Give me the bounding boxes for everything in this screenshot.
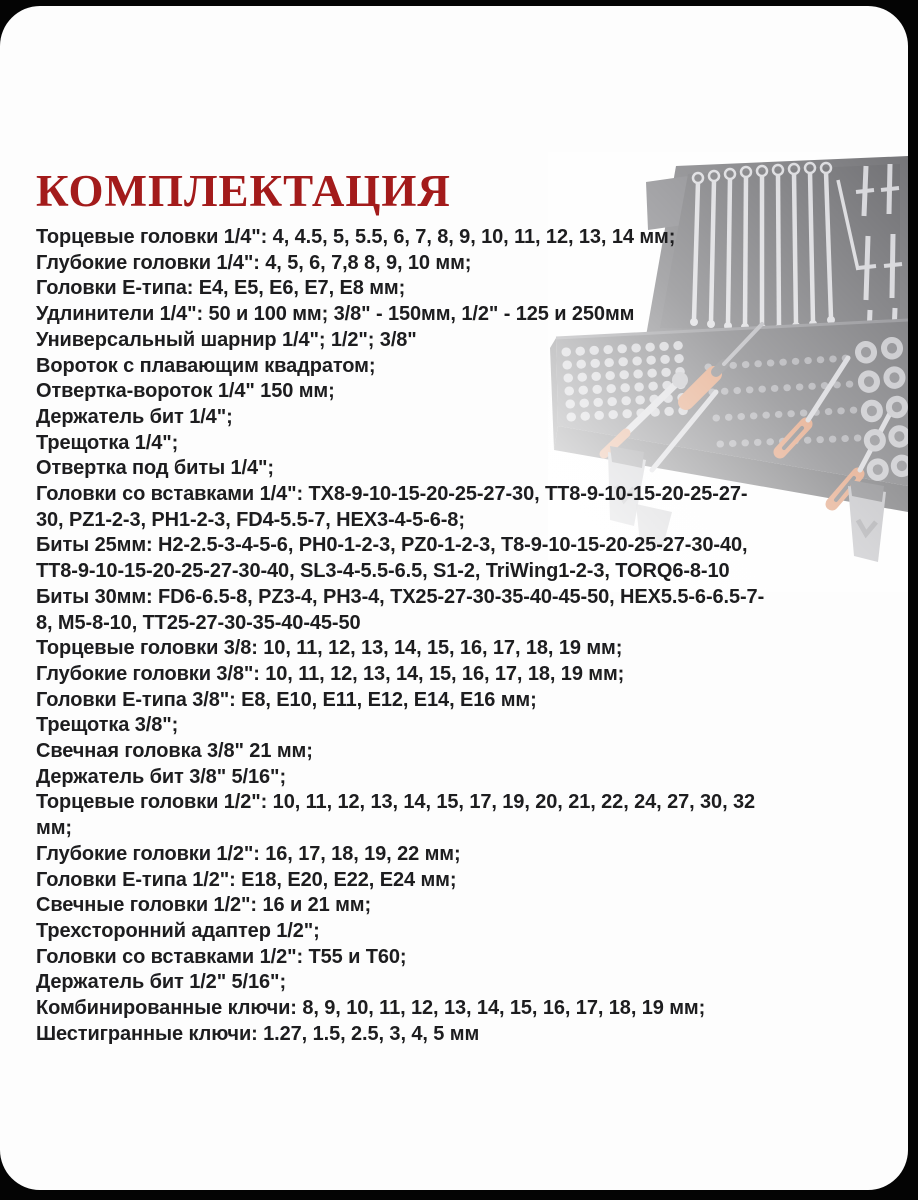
spec-item: Держатель бит 1/2" 5/16";	[36, 971, 287, 994]
content-card	[0, 6, 908, 1190]
spec-item: Свечная головка 3/8" 21 мм;	[36, 740, 313, 763]
page-title: КОМПЛЕКТАЦИЯ	[36, 166, 451, 216]
spec-item: Глубокие головки 1/2": 16, 17, 18, 19, 22 мм;	[36, 842, 461, 865]
spec-item: Биты 30мм: FD6-6.5-8, PZ3-4, PH3-4, TX25-27-30-35-40-45-50, HEX5.5-6-6.5-7-8, M5-8-10, TT25-27-30-35-40-45-50	[36, 585, 765, 634]
spec-item: Трещотка 3/8";	[36, 714, 179, 737]
spec-item: Трехсторонний адаптер 1/2";	[36, 919, 320, 942]
spec-item: Отвертка под биты 1/4";	[36, 457, 274, 480]
spec-item: Торцевые головки 3/8: 10, 11, 12, 13, 14, 15, 16, 17, 18, 19 мм;	[36, 637, 623, 660]
spec-list	[36, 225, 770, 1048]
spec-item: Головки Е-типа: E4, E5, E6, E7, E8 мм;	[36, 277, 406, 300]
spec-item: Головки со вставками 1/2": T55 и T60;	[36, 945, 407, 968]
spec-item: Держатель бит 3/8" 5/16";	[36, 765, 287, 788]
spec-item: Торцевые головки 1/4": 4, 4.5, 5, 5.5, 6, 7, 8, 9, 10, 11, 12, 13, 14 мм;	[36, 226, 676, 248]
spec-item: Биты 25мм: H2-2.5-3-4-5-6, PH0-1-2-3, PZ0-1-2-3, T8-9-10-15-20-25-27-30-40, TT8-9-10-15-20-25-27-30-40, SL3-4-5.5-6.5, S1-2, TriWing1-2-3, TORQ6-8-10	[36, 534, 748, 583]
spec-item: Головки Е-типа 1/2": E18, E20, E22, E24 мм;	[36, 868, 457, 891]
spec-item: Трещотка 1/4";	[36, 431, 179, 454]
spec-item: Глубокие головки 1/4": 4, 5, 6, 7,8 8, 9, 10 мм;	[36, 251, 472, 274]
spec-item: Вороток с плавающим квадратом;	[36, 354, 376, 377]
spec-item: Свечные головки 1/2": 16 и 21 мм;	[36, 894, 372, 917]
spec-item: Торцевые головки 1/2": 10, 11, 12, 13, 14, 15, 17, 19, 20, 21, 22, 24, 27, 30, 32 мм;	[36, 791, 756, 840]
spec-item: Головки со вставками 1/4": TX8-9-10-15-20-25-27-30, TT8-9-10-15-20-25-27-30, PZ1-2-3, PH1-2-3, FD4-5.5-7, HEX3-4-5-6-8;	[36, 483, 748, 531]
spec-item: Глубокие головки 3/8": 10, 11, 12, 13, 14, 15, 16, 17, 18, 19 мм;	[36, 662, 625, 685]
spec-item: Шестигранные ключи: 1.27, 1.5, 2.5, 3, 4, 5 мм	[36, 1022, 480, 1045]
spec-item: Держатель бит 1/4";	[36, 405, 233, 428]
spec-item: Удлинители 1/4": 50 и 100 мм; 3/8" - 150мм, 1/2" - 125 и 250мм	[36, 303, 635, 326]
spec-item: Универсальный шарнир 1/4"; 1/2"; 3/8"	[36, 328, 417, 351]
spec-item: Комбинированные ключи: 8, 9, 10, 11, 12, 13, 14, 15, 16, 17, 18, 19 мм;	[36, 997, 706, 1020]
spec-item: Отвертка-вороток 1/4" 150 мм;	[36, 380, 335, 403]
spec-item: Головки Е-типа 3/8": E8, E10, E11, E12, E14, E16 мм;	[36, 688, 537, 711]
